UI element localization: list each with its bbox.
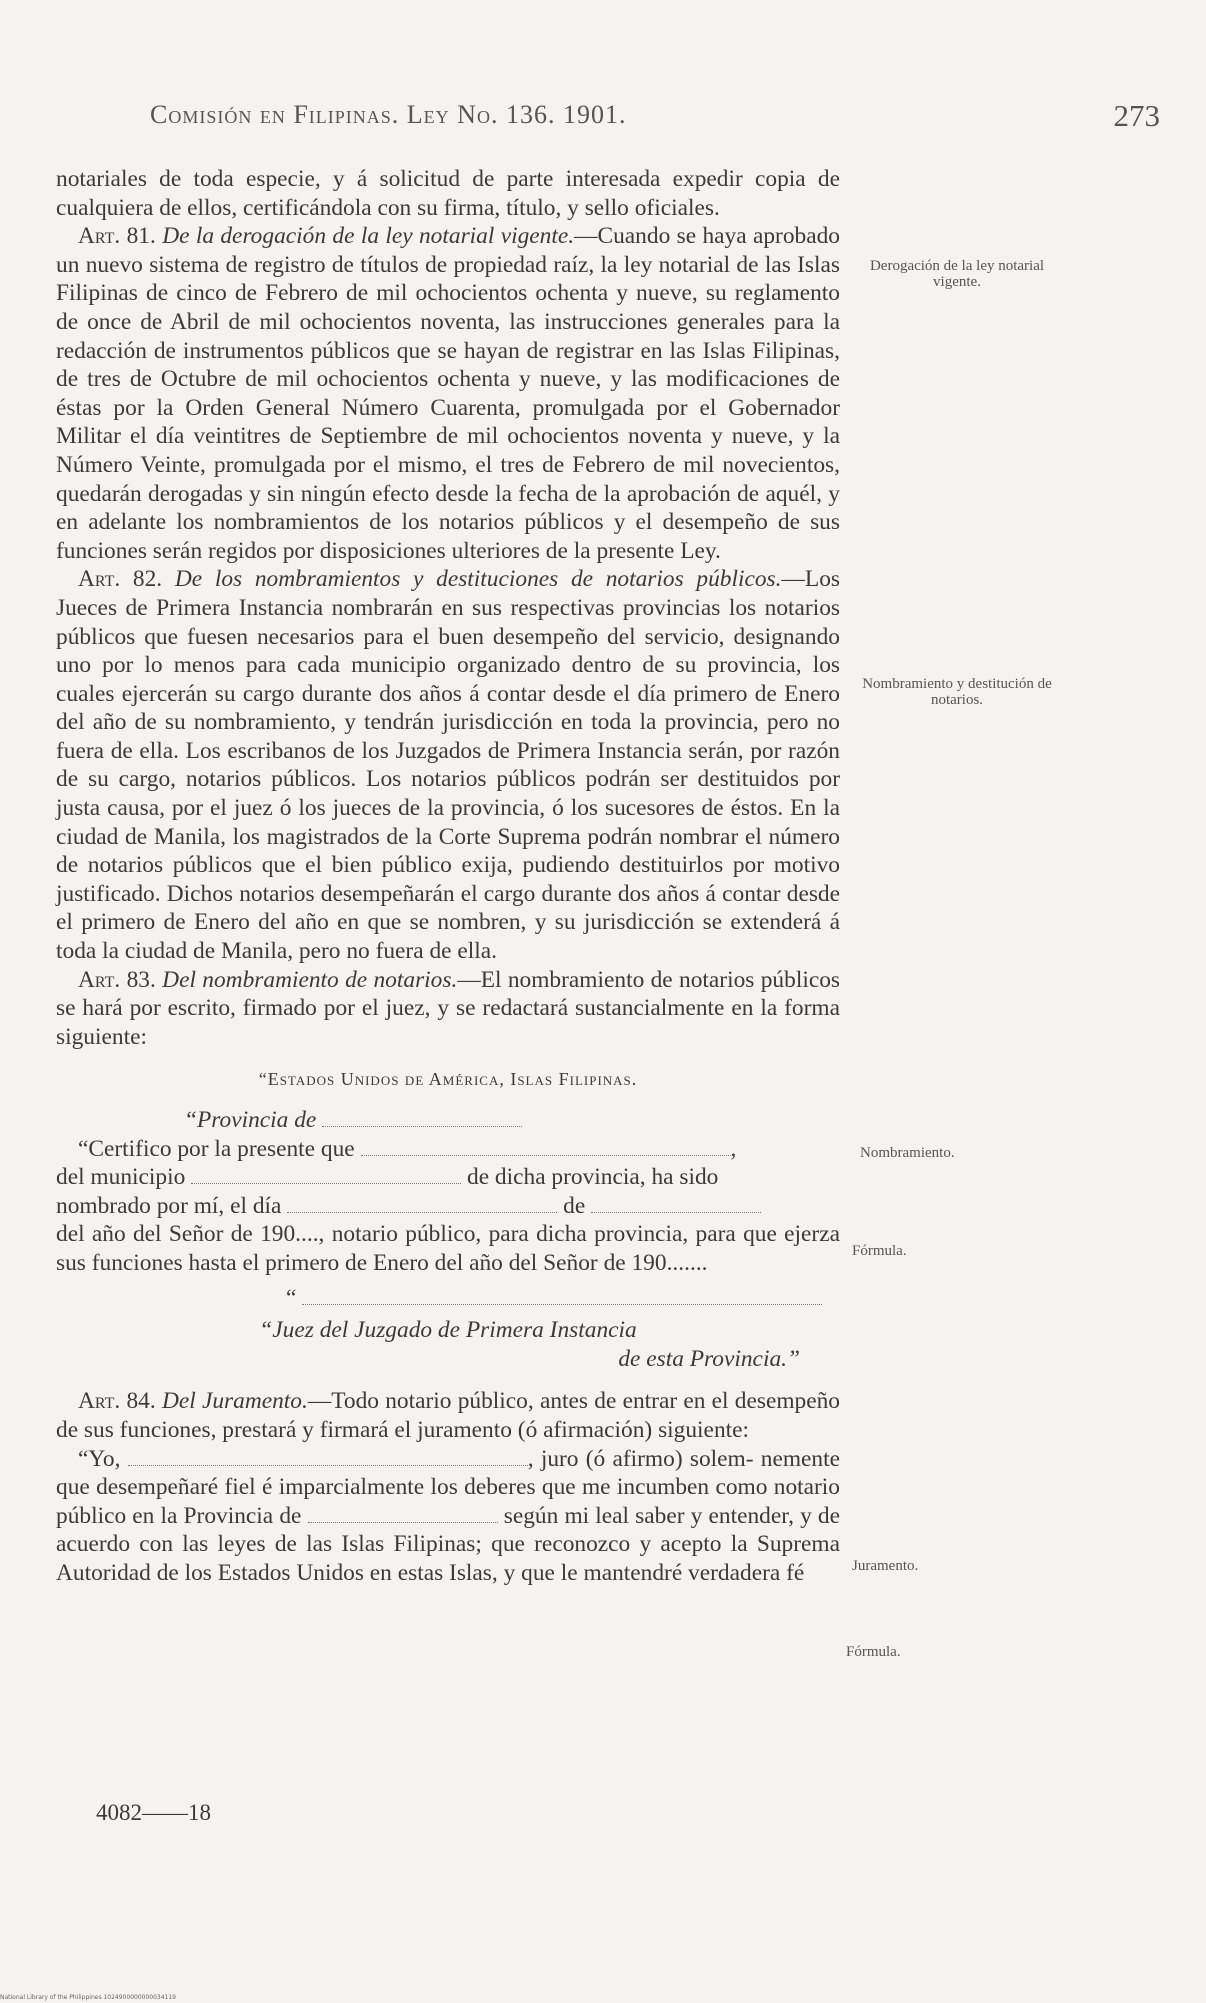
- article-number: Art. 83.: [78, 966, 156, 993]
- article-83: [56, 966, 840, 1052]
- blank-line: [591, 1194, 761, 1213]
- judge-title: “Juez del Juzgado de Primera Instancia: [259, 1317, 637, 1344]
- margin-note-nombramiento: Nombramiento.: [860, 1145, 955, 1161]
- margin-note-formula: Fórmula.: [852, 1243, 907, 1259]
- formula-municipality-line: [56, 1163, 840, 1192]
- formula-text: según mi leal saber y entender, y de acuerdo con las leyes de las Islas Filipinas; que reconozco y acepto la Suprema Autoridad de los Estados Unidos en estas Islas, y que le mantendré verdadera fé: [56, 1502, 841, 1586]
- margin-note-derogacion: Derogación de la ley notarial vigente.: [869, 258, 1045, 290]
- paragraph-continuation: notariales de toda especie, y á solicitud de parte interesada expedir copia de cualquiera de ellos, certificándola con su firma, título, y sello oficiales.: [56, 166, 840, 221]
- formula-province-line: [56, 1106, 840, 1135]
- formula-text: nombrado por mí, el día: [56, 1192, 282, 1219]
- formula-date-line: [56, 1192, 840, 1221]
- article-number: Art. 82.: [78, 566, 163, 593]
- formula-text: de dicha provincia, ha sido: [467, 1164, 719, 1191]
- formula-heading: “Estados Unidos de América, Islas Filipinas.: [258, 1069, 638, 1090]
- formula-certify-line: “Certifico por la presente que ,: [78, 1135, 737, 1162]
- blank-line: [287, 1194, 557, 1213]
- blank-line: [302, 1286, 822, 1305]
- formula-text: del municipio: [56, 1164, 186, 1191]
- formula-year-text: del año del Señor de 190...., notario público, para dicha provincia, para que ejerza sus funciones hasta el primero de Enero del año del Señor de 190.......: [56, 1221, 840, 1276]
- article-text: —Todo notario público, antes de entrar en el desempeño de sus funciones, prestará y firmará el juramento (ó afirmación) siguiente:: [56, 1388, 841, 1443]
- quote-mark: “: [286, 1284, 297, 1311]
- article-number: Art. 84.: [78, 1388, 156, 1415]
- signature-line: [56, 1284, 840, 1313]
- formula-text: “Yo,: [78, 1445, 121, 1472]
- appointment-formula: [56, 1065, 840, 1373]
- formula-text: , juro (ó afirmo) solem-: [527, 1445, 754, 1472]
- formula-text: nemente que desempeñaré fiel é imparcialmente los deberes que me incumben como notario público en la Provincia de: [56, 1445, 840, 1529]
- article-title: De los nombramientos y destituciones de notarios públicos.: [174, 566, 782, 593]
- article-82: [56, 565, 840, 965]
- running-title: Comisión en Filipinas. Ley No. 136. 1901.: [150, 100, 627, 129]
- blank-line: [308, 1504, 498, 1523]
- article-84: [56, 1387, 840, 1444]
- oath-formula: [56, 1445, 840, 1588]
- page-header: [150, 100, 1160, 140]
- formula-text: “Certifico por la presente que: [78, 1135, 355, 1162]
- blank-line: [361, 1137, 731, 1156]
- blank-line: [322, 1108, 522, 1127]
- article-text: —Cuando se haya aprobado un nuevo sistema de registro de títulos de propiedad raíz, la ley notarial de las Islas Filipinas de cinco de Febrero de mil ochocientos ochenta y nueve, su reglamento de once de Abril de mil ochocientos noventa, las instrucciones generales para la redacción de instrumentos públicos que se hayan de registrar en las Islas Filipinas, de tres de Octubre de mil ochocientos ochenta y nueve, y las modificaciones de éstas por la Orden General Número Cuarenta, promulgada por el Gobernador Militar el día veintitres de Septiembre de mil ochocientos noventa y nueve, y la Número Veinte, promulgada por el mismo, el tres de Febrero de mil novecientos, quedarán derogadas y sin ningún efecto desde la fecha de la aprobación de aquél, y en adelante los nombramientos de los notarios públicos y el desempeño de sus funciones serán regidos por disposiciones ulteriores de la presente Ley.: [56, 223, 840, 564]
- margin-note-nombramiento-destitucion: Nombramiento y destitución de notarios.: [862, 676, 1052, 708]
- article-title: Del Juramento.: [161, 1388, 308, 1415]
- signature-mark: 4082——18: [96, 1800, 211, 1825]
- article-number: Art. 81.: [78, 223, 156, 250]
- main-text: [56, 165, 840, 1588]
- margin-note-juramento: Juramento.: [852, 1558, 919, 1574]
- article-81: [56, 222, 840, 565]
- article-title: Del nombramiento de notarios.: [162, 966, 458, 993]
- article-text: —El nombramiento de notarios públicos se hará por escrito, firmado por el juez, y se redactará sustancialmente en la forma siguiente:: [56, 966, 840, 1050]
- margin-note-formula-2: Fórmula.: [846, 1644, 901, 1660]
- page-number: 273: [1113, 98, 1160, 133]
- formula-province-label: “Provincia de: [184, 1107, 317, 1133]
- formula-text: de: [563, 1192, 586, 1219]
- judge-title-cont: de esta Provincia.”: [618, 1345, 800, 1372]
- blank-line: [128, 1447, 528, 1466]
- blank-line: [191, 1165, 461, 1184]
- article-title: De la derogación de la ley notarial vigente.: [162, 223, 575, 250]
- library-stamp: National Library of the Philippines 1024900000000034119: [0, 1994, 177, 2001]
- article-text: —Los Jueces de Primera Instancia nombrarán en sus respectivas provincias los notarios públicos que fuesen necesarios para el buen desempeño del servicio, designando uno por lo menos para cada municipio organizado dentro de su provincia, los cuales ejercerán su cargo durante dos años á contar desde el día primero de Enero del año de su nombramiento, y tendrán jurisdicción en toda la provincia, pero no fuera de ella. Los escribanos de los Juzgados de Primera Instancia serán, por razón de su cargo, notarios públicos. Los notarios públicos podrán ser destituidos por justa causa, por el juez ó los jueces de la provincia, ó los sucesores de éstos. En la ciudad de Manila, los magistrados de la Corte Suprema podrán nombrar el número de notarios públicos que el bien público exija, pudiendo destituirlos por motivo justificado. Dichos notarios desempeñarán el cargo durante dos años á contar desde el primero de Enero del año en que se nombren, y su jurisdicción se extenderá á toda la ciudad de Manila, pero no fuera de ella.: [56, 566, 840, 965]
